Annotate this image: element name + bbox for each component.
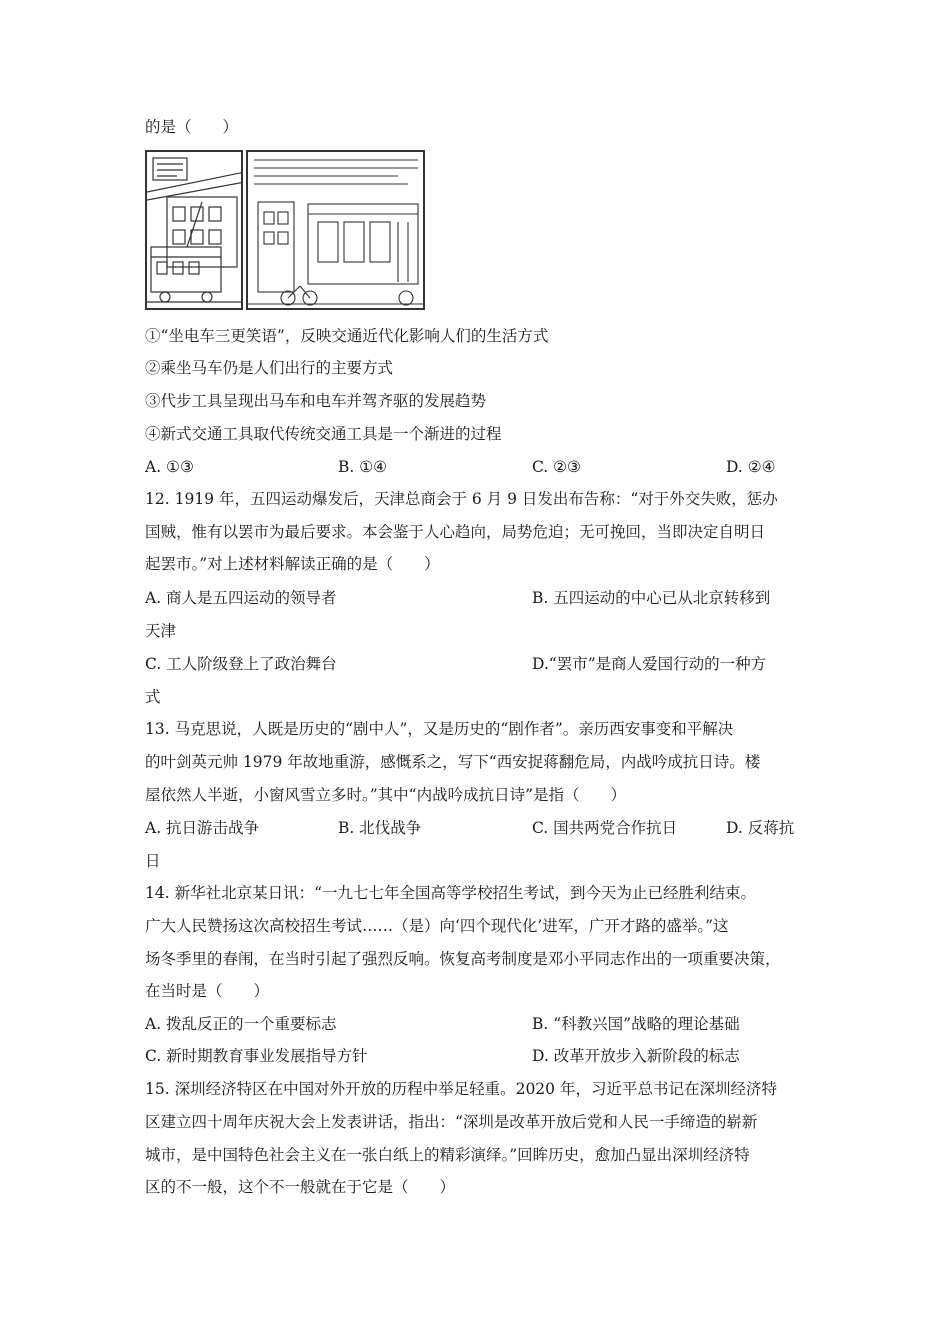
illustration-panel-street xyxy=(246,150,425,310)
q12-option-b-wrap: 天津 xyxy=(145,622,177,640)
q12-option-d-wrap: 式 xyxy=(145,688,161,706)
q12-option-d[interactable]: D.“罢市”是商人爱国行动的一种方 xyxy=(532,655,767,673)
q15-line-2: 区建立四十周年庆祝大会上发表讲话，指出：“深圳是改革开放后党和人民一手缔造的崭新 xyxy=(145,1113,758,1131)
q14-option-a[interactable]: A. 拨乱反正的一个重要标志 xyxy=(145,1015,337,1033)
q13-line-3: 屋依然人半逝，小窗风雪立多时。”其中“内战吟成抗日诗”是指（ ） xyxy=(145,786,627,804)
q11-statement-3: ③代步工具呈现出马车和电车并驾齐驱的发展趋势 xyxy=(145,392,487,410)
q13-option-d-wrap: 日 xyxy=(145,852,161,870)
q15-line-3: 城市，是中国特色社会主义在一张白纸上的精彩演绎。”回眸历史，愈加凸显出深圳经济特 xyxy=(145,1146,750,1164)
q12-line-1: 12. 1919 年，五四运动爆发后，天津总商会于 6 月 9 日发出布告称：“对于外交失败，惩办 xyxy=(145,490,778,508)
q11-statement-1: ①“坐电车三更笑语”，反映交通近代化影响人们的生活方式 xyxy=(145,327,549,345)
q13-line-1: 13. 马克思说，人既是历史的“剧中人”，又是历史的“剧作者”。亲历西安事变和平解决 xyxy=(145,720,734,738)
q13-option-a[interactable]: A. 抗日游击战争 xyxy=(145,819,260,837)
q14-line-3: 场冬季里的春闱，在当时引起了强烈反响。恢复高考制度是邓小平同志作出的一项重要决策， xyxy=(145,950,781,968)
q14-option-c[interactable]: C. 新时期教育事业发展指导方针 xyxy=(145,1047,368,1065)
q11-stem-tail: 的是（ ） xyxy=(145,118,239,136)
q14-line-2: 广大人民赞扬这次高校招生考试……（是）向‘四个现代化’进军，广开才路的盛举。”这 xyxy=(145,917,729,935)
q12-option-c[interactable]: C. 工人阶级登上了政治舞台 xyxy=(145,655,337,673)
q12-line-3: 起罢市。”对上述材料解读正确的是（ ） xyxy=(145,555,440,573)
q12-line-2: 国贼，惟有以罢市为最后要求。本会鉴于人心趋向，局势危迫；无可挽回，当即决定自明日 xyxy=(145,523,766,541)
q11-option-a[interactable]: A. ①③ xyxy=(145,458,194,476)
q14-line-4: 在当时是（ ） xyxy=(145,982,270,1000)
q14-option-d[interactable]: D. 改革开放步入新阶段的标志 xyxy=(532,1047,740,1065)
q11-statement-2: ②乘坐马车仍是人们出行的主要方式 xyxy=(145,359,394,377)
q11-statement-4: ④新式交通工具取代传统交通工具是一个渐进的过程 xyxy=(145,425,502,443)
q13-option-d[interactable]: D. 反蒋抗 xyxy=(726,819,795,837)
q11-illustration xyxy=(145,150,425,310)
q12-option-b[interactable]: B. 五四运动的中心已从北京转移到 xyxy=(532,589,771,607)
illustration-panel-tram xyxy=(145,150,243,310)
q13-option-b[interactable]: B. 北伐战争 xyxy=(338,819,422,837)
q14-option-b[interactable]: B. “科教兴国”战略的理论基础 xyxy=(532,1015,740,1033)
q11-option-c[interactable]: C. ②③ xyxy=(532,458,581,476)
q13-line-2: 的叶剑英元帅 1979 年故地重游，感慨系之，写下“西安捉蒋翻危局，内战吟成抗日诗。楼 xyxy=(145,753,761,771)
q11-option-b[interactable]: B. ①④ xyxy=(338,458,388,476)
q15-line-1: 15. 深圳经济特区在中国对外开放的历程中举足轻重。2020 年，习近平总书记在深圳经济特 xyxy=(145,1080,777,1098)
q14-line-1: 14. 新华社北京某日讯：“一九七七年全国高等学校招生考试，到今天为止已经胜利结束。 xyxy=(145,884,757,902)
q12-option-a[interactable]: A. 商人是五四运动的领导者 xyxy=(145,589,337,607)
q15-line-4: 区的不一般，这个不一般就在于它是（ ） xyxy=(145,1178,456,1196)
q13-option-c[interactable]: C. 国共两党合作抗日 xyxy=(532,819,678,837)
q11-option-d[interactable]: D. ②④ xyxy=(726,458,776,476)
